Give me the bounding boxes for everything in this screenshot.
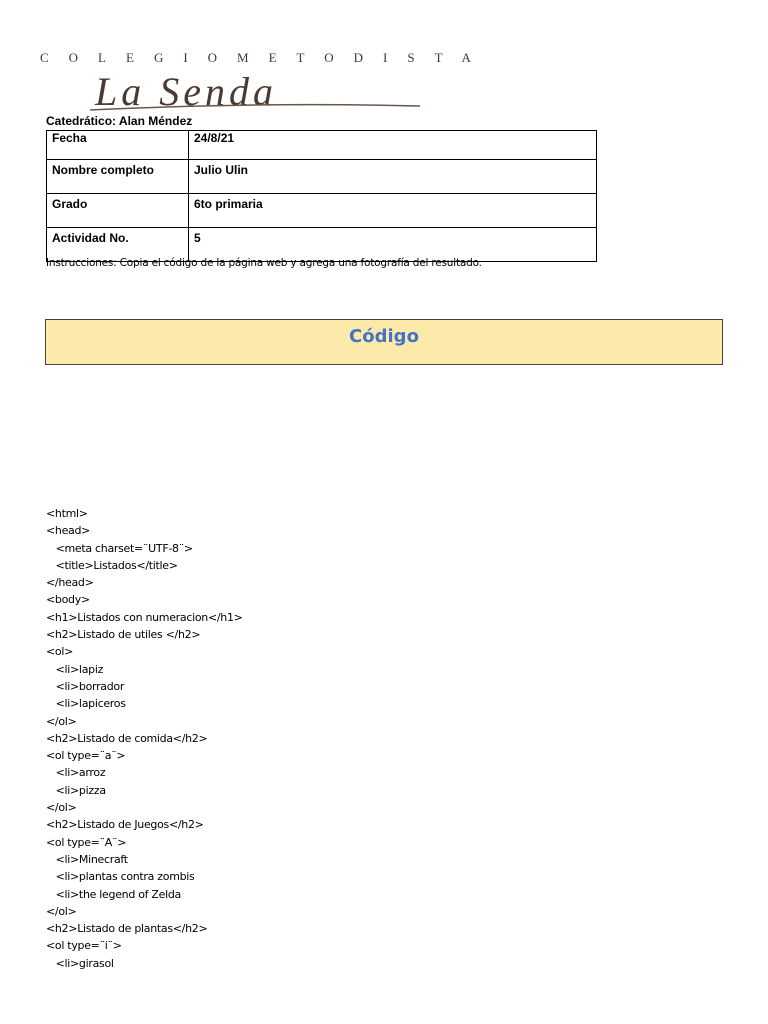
code-line: <li>lapiceros (46, 697, 126, 711)
logo-swoosh-icon (90, 102, 420, 112)
code-line: </ol> (46, 801, 77, 815)
code-line: <meta charset=¨UTF-8¨> (46, 541, 193, 555)
code-line: <ol type=¨i¨> (46, 939, 122, 953)
info-label: Grado (47, 194, 189, 228)
table-row (47, 160, 597, 194)
code-section-banner (45, 319, 723, 365)
code-line: <li>plantas contra zombis (46, 870, 195, 884)
code-line: <ol type=¨A¨> (46, 835, 127, 849)
school-logo-script: La Senda (95, 69, 277, 114)
info-label: Fecha (47, 131, 189, 160)
teacher-name: Catedrático: Alan Méndez (46, 114, 193, 128)
code-line: </ol> (46, 904, 77, 918)
code-line: <head> (46, 524, 91, 538)
student-info-table (46, 130, 597, 262)
info-label: Nombre completo (47, 160, 189, 194)
info-value: 24/8/21 (189, 131, 597, 160)
info-value: Julio Ulin (189, 160, 597, 194)
school-logo-wordmark: COLEGIOMETODISTA (40, 50, 491, 65)
code-line: <li>arroz (46, 766, 106, 780)
code-line: <ol type=¨a¨> (46, 749, 126, 763)
info-label: Actividad No. (47, 228, 189, 262)
code-line: <h2>Listado de Juegos</h2> (46, 818, 204, 832)
code-line: <li>borrador (46, 679, 125, 693)
code-line: <ol> (46, 645, 74, 659)
instructions-text: Instrucciones: Copia el código de la página web y agrega una fotografía del resultado. (46, 257, 482, 269)
code-line: <body> (46, 593, 90, 607)
code-line: <html> (46, 507, 88, 520)
info-value: 6to primaria (189, 194, 597, 228)
code-line: <h2>Listado de plantas</h2> (46, 922, 208, 936)
code-line: </ol> (46, 714, 77, 728)
code-line: <title>Listados</title> (46, 558, 178, 572)
code-line: <h2>Listado de utiles </h2> (46, 628, 201, 642)
code-line: <h2>Listado de comida</h2> (46, 731, 208, 745)
table-row (47, 194, 597, 228)
code-line: <li>the legend of Zelda (46, 887, 181, 901)
info-value: 5 (189, 228, 597, 262)
code-line: </head> (46, 576, 94, 590)
code-line: <h1>Listados con numeracion</h1> (46, 610, 243, 624)
code-section-title: Código (349, 326, 419, 347)
code-listing (46, 505, 243, 972)
code-line: <li>pizza (46, 783, 106, 797)
table-row (47, 131, 597, 160)
code-line: <li>girasol (46, 956, 114, 970)
code-line: <li>Minecraft (46, 852, 128, 866)
code-line: <li>lapiz (46, 662, 104, 676)
